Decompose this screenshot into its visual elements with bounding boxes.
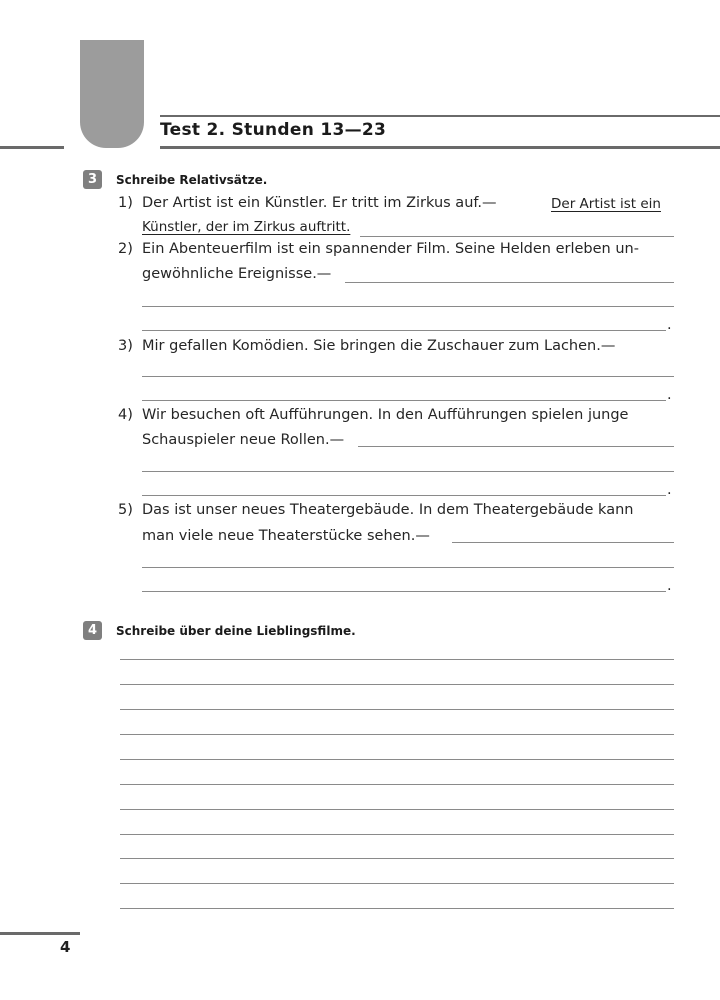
task-3-instruction: Schreibe Relativsätze. [116, 173, 268, 187]
item-4-line1: Wir besuchen oft Aufführungen. In den Aufführungen spielen junge [142, 407, 629, 423]
writing-line[interactable] [120, 759, 674, 760]
answer-line[interactable] [142, 400, 666, 401]
answer-line[interactable] [452, 542, 674, 543]
header-left-rule [0, 146, 64, 149]
writing-line[interactable] [120, 709, 674, 710]
header-bottom-rule [160, 146, 720, 149]
writing-line[interactable] [120, 734, 674, 735]
writing-line[interactable] [120, 834, 674, 835]
writing-line[interactable] [120, 809, 674, 810]
writing-line[interactable] [120, 684, 674, 685]
answer-line[interactable] [358, 446, 674, 447]
answer-line[interactable] [142, 330, 666, 331]
item-5-number: 5) [118, 502, 133, 518]
task-3-badge: 3 [83, 170, 102, 189]
item-5-line1: Das ist unser neues Theatergebäude. In dem Theatergebäude kann [142, 502, 634, 518]
item-3-line1: Mir gefallen Komödien. Sie bringen die Zuschauer zum Lachen.— [142, 338, 616, 354]
answer-line[interactable] [142, 591, 666, 592]
page-number: 4 [60, 938, 71, 956]
writing-line[interactable] [120, 883, 674, 884]
header-top-rule [160, 115, 720, 117]
item-1-number: 1) [118, 195, 133, 211]
item-3-number: 3) [118, 338, 133, 354]
item-4-line2: Schauspieler neue Rollen.— [142, 432, 345, 448]
task-4-badge: 4 [83, 621, 102, 640]
item-1-answer-part1: Der Artist ist ein [551, 196, 661, 212]
answer-line[interactable] [142, 376, 674, 377]
writing-line[interactable] [120, 858, 674, 859]
answer-line[interactable] [345, 282, 674, 283]
page-title: Test 2. Stunden 13—23 [160, 120, 387, 140]
item-1-line1: Der Artist ist ein Künstler. Er tritt im Zirkus auf.— [142, 195, 497, 211]
writing-line[interactable] [120, 659, 674, 660]
task-4-instruction: Schreibe über deine Lieblingsfilme. [116, 624, 356, 638]
answer-line[interactable] [142, 471, 674, 472]
item-1-answer-part2: Künstler, der im Zirkus auftritt. [142, 219, 351, 235]
item-5-line2: man viele neue Theaterstücke sehen.— [142, 528, 430, 544]
answer-line[interactable] [142, 306, 674, 307]
answer-line[interactable] [142, 495, 666, 496]
answer-line[interactable] [142, 567, 674, 568]
item-2-line1: Ein Abenteuerfilm ist ein spannender Film. Seine Helden erleben un- [142, 241, 639, 257]
item-4-number: 4) [118, 407, 133, 423]
sentence-period: . [667, 578, 672, 594]
writing-line[interactable] [120, 908, 674, 909]
footer-rule [0, 932, 80, 935]
sentence-period: . [667, 387, 672, 403]
answer-line[interactable] [360, 236, 674, 237]
writing-line[interactable] [120, 784, 674, 785]
sentence-period: . [667, 482, 672, 498]
item-2-number: 2) [118, 241, 133, 257]
item-2-line2: gewöhnliche Ereignisse.— [142, 266, 332, 282]
chapter-tab [80, 40, 144, 148]
sentence-period: . [667, 317, 672, 333]
